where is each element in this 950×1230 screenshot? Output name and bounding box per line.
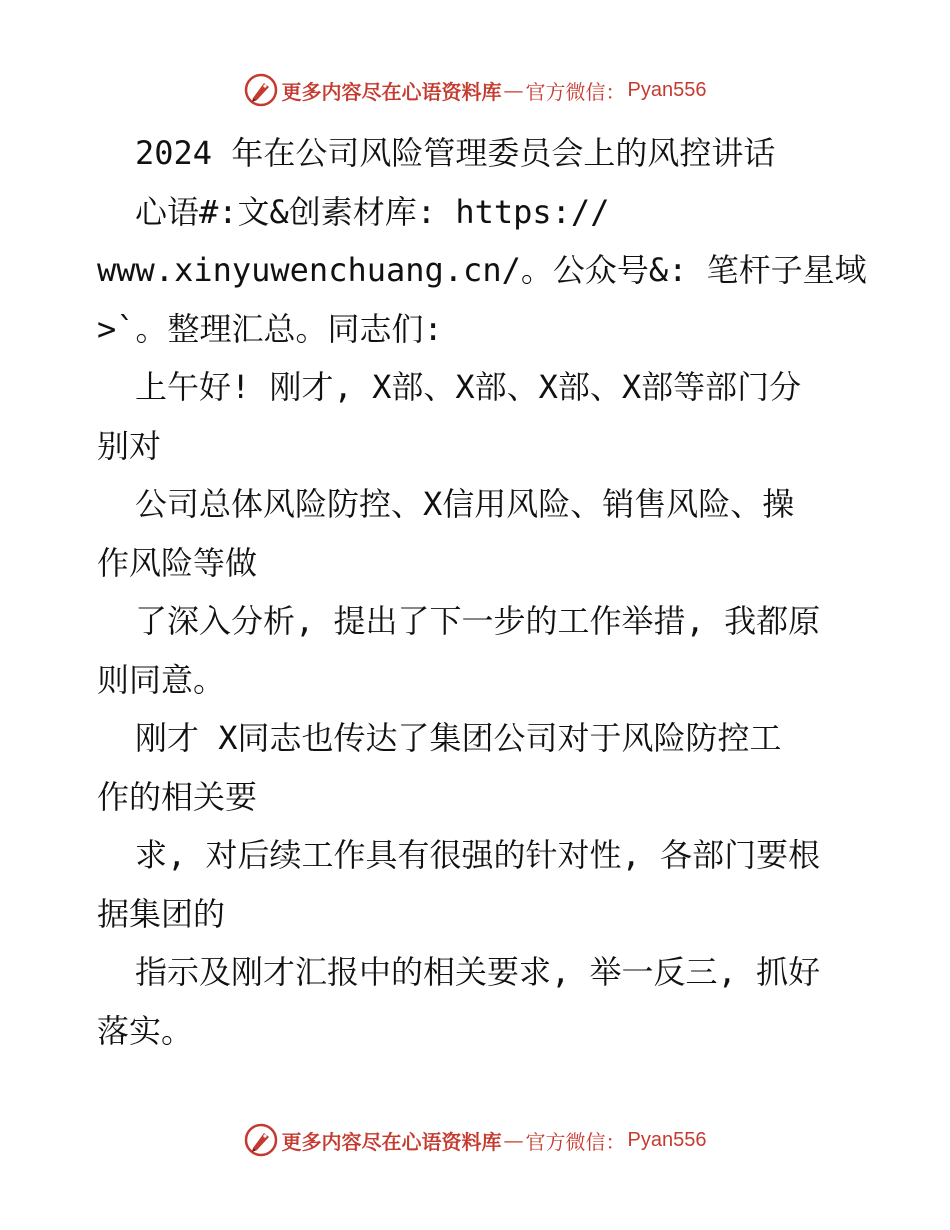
body-line: 据集团的: [97, 894, 226, 933]
body-line: 别对: [97, 426, 162, 465]
document-title: 2024 年在公司风险管理委员会上的风控讲话: [135, 134, 776, 172]
body-line: >`。整理汇总。同志们:: [97, 309, 443, 348]
banner-separator: —: [503, 78, 524, 102]
body-line: 公司总体风险防控、X信用风险、销售风险、操: [135, 485, 795, 523]
banner-lead-text: 更多内容尽在心语资料库: [281, 1129, 502, 1154]
body-line: 指示及刚才汇报中的相关要求, 举一反三, 抓好: [135, 953, 821, 991]
banner-lead-text: 更多内容尽在心语资料库: [281, 79, 502, 104]
banner-wechat-label: 官方微信：: [525, 1129, 626, 1154]
header-banner: [0, 70, 950, 110]
document-body: [97, 124, 867, 1060]
banner-separator: —: [503, 1128, 524, 1152]
footer-banner: [0, 1120, 950, 1160]
body-line: 则同意。: [97, 660, 226, 699]
body-line: www.xinyuwenchuang.cn/。公众号&: 笔杆子星域: [97, 251, 867, 289]
banner-wechat-label: 官方微信：: [525, 79, 626, 104]
body-line: 了深入分析, 提出了下一步的工作举措, 我都原: [135, 602, 821, 640]
banner-wechat-account: Pyan556: [627, 78, 707, 101]
body-line: 心语#:文&创素材库: https://: [135, 192, 610, 231]
banner-wechat-account: Pyan556: [627, 1128, 707, 1151]
body-line: 上午好! 刚才, X部、X部、X部、X部等部门分: [135, 368, 802, 406]
body-line: 作风险等做: [97, 543, 258, 582]
pen-nib-logo-icon: [244, 1123, 278, 1157]
body-line: 求, 对后续工作具有很强的针对性, 各部门要根: [135, 836, 821, 874]
body-line: 作的相关要: [97, 777, 258, 816]
pen-nib-logo-icon: [244, 73, 278, 107]
body-line: 刚才 X同志也传达了集团公司对于风险防控工: [135, 719, 782, 757]
body-line: 落实。: [97, 1011, 194, 1050]
